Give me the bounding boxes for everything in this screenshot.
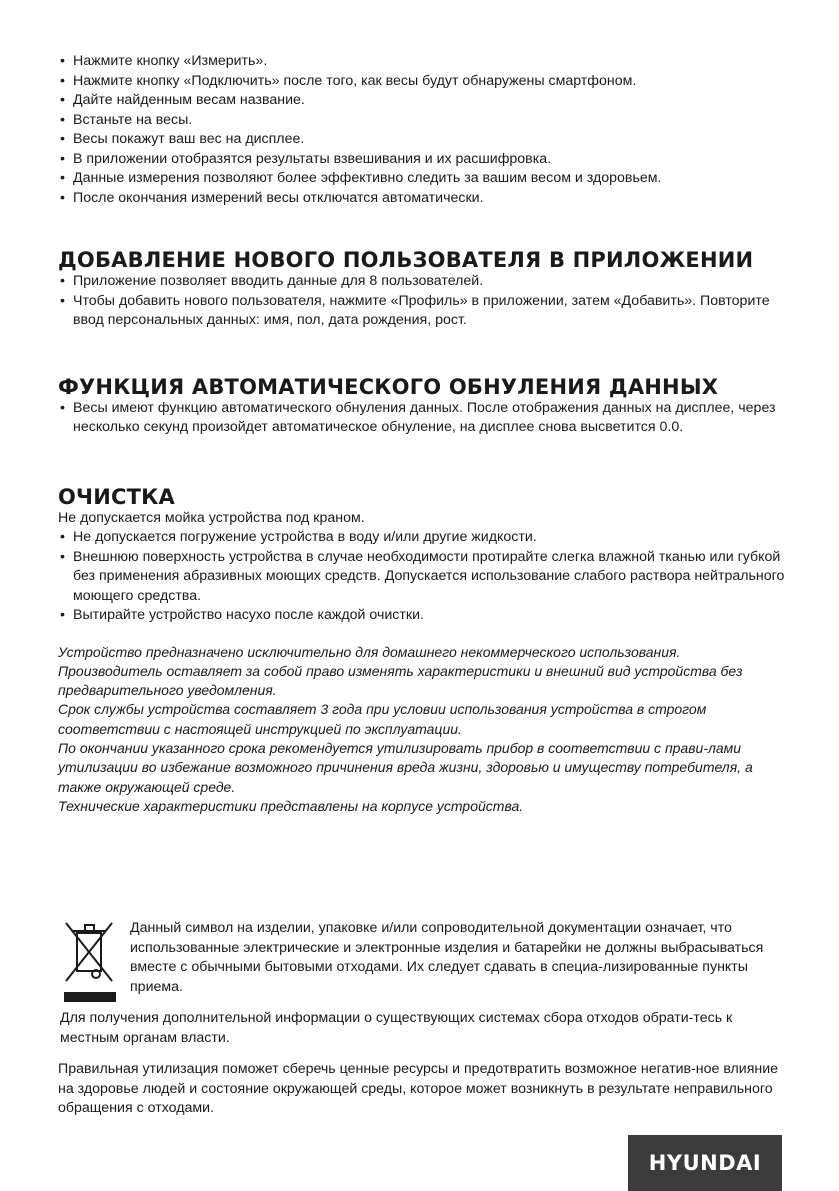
list-item: • В приложении отобразятся результаты взвешивания и их расшифровка. [58,150,788,170]
weee-text: Данный символ на изделии, упаковке и/или сопроводительной документации означает, что использованные электрические и электронные изделия и батарейки не должны выбрасываться вместе с обычными бытовыми отходами. Их следует сдавать в специа-лизированные пункты приема. [130,920,764,995]
auto-zero-list [58,399,788,438]
list-item: • Не допускается погружение устройства в воду и/или другие жидкости. [58,528,788,548]
list-item: • Нажмите кнопку «Подключить» после того, как весы будут обнаружены смартфоном. [58,72,788,92]
crossed-out-wheeled-bin-icon [62,919,118,1005]
list-item: • Чтобы добавить нового пользователя, нажмите «Профиль» в приложении, затем «Добавить». Повторите ввод персональных данных: имя, пол, дата рождения, рост. [58,292,788,331]
note: Устройство предназначено исключительно для домашнего некоммерческого использования. [58,643,681,660]
section-title-auto-zero: ФУНКЦИЯ АВТОМАТИЧЕСКОГО ОБНУЛЕНИЯ ДАННЫХ [58,374,719,399]
section-title-add-user: ДОБАВЛЕНИЕ НОВОГО ПОЛЬЗОВАТЕЛЯ В ПРИЛОЖЕНИИ [58,248,754,272]
info-disposal-paragraph: Правильная утилизация поможет сберечь ценные ресурсы и предотвратить возможное негатив-ное влияние на здоровье людей и состояние окружающей среды, которое может возникнуть в результате неправильного обращения с отходами. [58,1061,779,1116]
list-item: • После окончания измерений весы отключатся автоматически. [58,189,788,209]
cleaning-intro: Не допускается мойка устройства под краном. [58,509,365,526]
list-item: • Приложение позволяет вводить данные для 8 пользователей. [58,272,788,292]
list-item: • Дайте найденным весам название. [58,91,788,111]
cleaning-list [58,528,788,626]
measure-steps-list [58,52,788,208]
list-item: • Внешнюю поверхность устройства в случае необходимости протирайте слегка влажной тканью или губкой без применения абразивных моющих средств. Допускается использование слабого раствора нейтрального моющего средства. [58,548,788,607]
list-item: • Весы имеют функцию автоматического обнуления данных. После отображения данных на дисплее, через несколько секунд произойдет автоматическое обнуление, на дисплее снова высветится 0.0. [58,399,788,438]
list-item: • Встаньте на весы. [58,111,788,131]
info-more-paragraph: Для получения дополнительной информации о существующих системах сбора отходов обрати-тесь к местным органам власти. [60,1010,733,1046]
add-user-list [58,272,788,331]
manual-page [58,52,788,816]
section-title-cleaning: ОЧИСТКА [58,484,175,509]
list-item: • Вытирайте устройство насухо после каждой очистки. [58,606,788,626]
weee-notice [58,919,788,997]
note: Производитель оставляет за собой право изменять характеристики и внешний вид устройства без предварительного уведомления. [58,662,743,699]
list-item: • Нажмите кнопку «Измерить». [58,52,788,72]
brand-logo: HYUNDAI [628,1135,782,1191]
note: Срок службы устройства составляет 3 года при условии использования устройства в строгом соответствии с настоящей инструкцией по эксплуатации. [58,701,707,737]
note: По окончании указанного срока рекомендуется утилизировать прибор в соответствии с прави-лами утилизации во избежание возможного причинения вреда жизни, здоровью и имуществу потребителя, а также окружающей среде. [58,739,753,795]
usage-notes [58,643,788,817]
list-item: • Весы покажут ваш вес на дисплее. [58,130,788,150]
note: Технические характеристики представлены на корпусе устройства. [58,797,524,814]
list-item: • Данные измерения позволяют более эффективно следить за вашим весом и здоровьем. [58,169,788,189]
